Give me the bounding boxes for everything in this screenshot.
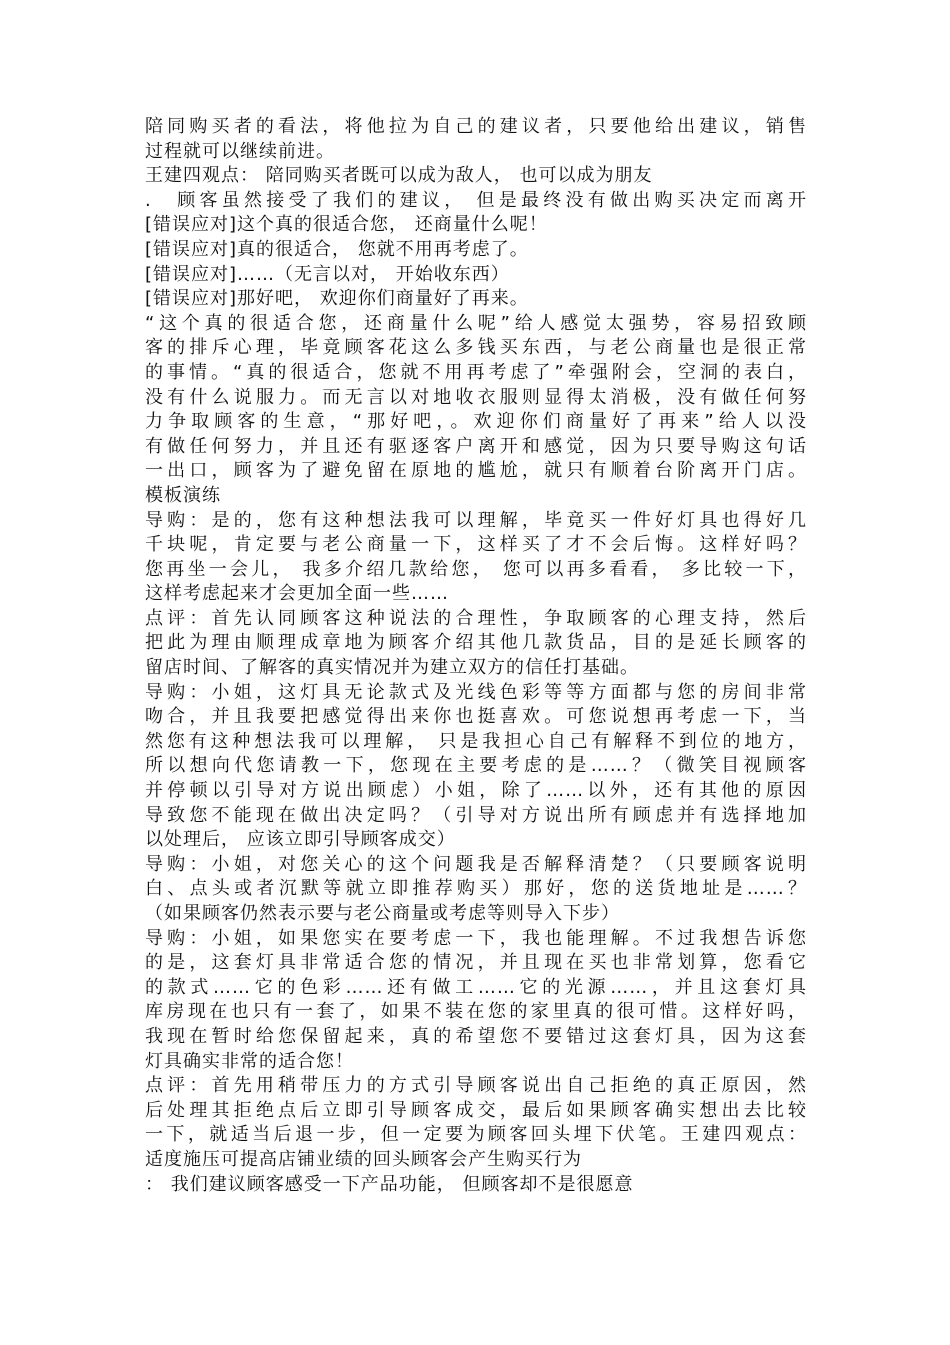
text-line: 的是，这套灯具非常适合您的情况，并且现在买也非常划算，您看它 [145, 952, 807, 974]
text-line: 过程就可以继续前进。 [145, 140, 335, 162]
text-line: 导购：小姐，对您关心的这个问题我是否解释清楚？（只要顾客说明 [145, 853, 807, 875]
text-line: 模板演练 [145, 484, 221, 506]
text-line: [错误应对]那好吧， 欢迎你们商量好了再来。 [145, 288, 529, 310]
text-line: 把此为理由顺理成章地为顾客介绍其他几款货品，目的是延长顾客的 [145, 632, 807, 654]
document-body [145, 115, 807, 1197]
text-line: 留店时间、了解客的真实情况并为建立双方的信任打基础。 [145, 657, 639, 679]
text-line: 千块呢，肯定要与老公商量一下，这样买了才不会后悔。这样好吗？ [145, 534, 807, 556]
text-line: 库房现在也只有一套了，如果不装在您的家里真的很可惜。这样好吗， [145, 1001, 807, 1023]
text-line: 后处理其拒绝点后立即引导顾客成交，最后如果顾客确实想出去比较 [145, 1099, 807, 1121]
text-line: 一下，就适当后退一步，但一定要为顾客回头埋下伏笔。王建四观点： [145, 1124, 807, 1146]
text-line: 以处理后， 应该立即引导顾客成交） [145, 829, 456, 851]
text-line: 并停顿以引导对方说出顾虑）小姐，除了……以外，还有其他的原因 [145, 780, 807, 802]
text-line: 导购：小姐，如果您实在要考虑一下，我也能理解。不过我想告诉您 [145, 927, 807, 949]
text-line: 客的排斥心理，毕竟顾客花这么多钱买东西，与老公商量也是很正常 [145, 337, 807, 359]
text-line: 点评：首先认同顾客这种说法的合理性，争取顾客的心理支持，然后 [145, 607, 807, 629]
text-line: （如果顾客仍然表示要与老公商量或考虑等则导入下步） [145, 903, 620, 924]
text-line: 然您有这种想法我可以理解， 只是我担心自己有解释不到位的地方， [145, 730, 807, 752]
text-line: 陪同购买者的看法，将他拉为自己的建议者，只要他给出建议，销售 [145, 116, 807, 137]
text-line: . 顾客虽然接受了我们的建议， 但是最终没有做出购买决定而离开 [145, 189, 807, 211]
text-line: 点评：首先用稍带压力的方式引导顾客说出自己拒绝的真正原因，然 [145, 1075, 807, 1097]
text-line: 的事情。“真的很适合，您就不用再考虑了”牵强附会，空洞的表白， [145, 361, 807, 383]
text-line: 白、点头或者沉默等就立即推荐购买）那好，您的送货地址是……？ [145, 878, 807, 900]
text-line: 力争取顾客的生意，“那好吧，。欢迎你们商量好了再来”给人以没 [145, 411, 807, 433]
text-line: 导购：是的，您有这种想法我可以理解，毕竟买一件好灯具也得好几 [145, 509, 807, 531]
text-line: [错误应对]这个真的很适合您， 还商量什么呢！ [145, 214, 548, 236]
text-line: ： 我们建议顾客感受一下产品功能， 但顾客却不是很愿意 [145, 1173, 634, 1195]
text-line: 我现在暂时给您保留起来，真的希望您不要错过这套灯具，因为这套 [145, 1025, 807, 1047]
text-line: “这个真的很适合您，还商量什么呢”给人感觉太强势，容易招致顾 [145, 312, 807, 334]
text-line: 的款式……它的色彩……还有做工……它的光源……，并且这套灯具 [145, 976, 807, 998]
text-line: 您再坐一会儿， 我多介绍几款给您， 您可以再多看看， 多比较一下， [145, 558, 807, 580]
text-line: 没有什么说服力。而无言以对地收衣服则显得太消极，没有做任何努 [145, 386, 807, 408]
text-line: 有做任何努力，并且还有驱逐客户离开和感觉，因为只要导购这句话 [145, 435, 807, 457]
text-line: 王建四观点： 陪同购买者既可以成为敌人， 也可以成为朋友 [145, 165, 653, 187]
text-line: 灯具确实非常的适合您！ [145, 1050, 354, 1072]
text-line: [错误应对]……（无言以对， 开始收东西） [145, 263, 510, 285]
text-line: 这样考虑起来才会更加全面一些…… [145, 583, 449, 605]
text-line: 适度施压可提高店铺业绩的回头顾客会产生购买行为 [145, 1148, 582, 1170]
text-line: 导购：小姐，这灯具无论款式及光线色彩等等方面都与您的房间非常 [145, 681, 807, 703]
text-line: 导致您不能现在做出决定吗？（引导对方说出所有顾虑并有选择地加 [145, 804, 807, 826]
text-line: 所以想向代您请教一下，您现在主要考虑的是……？（微笑目视顾客 [145, 755, 807, 777]
text-line: [错误应对]真的很适合， 您就不用再考虑了。 [145, 238, 529, 260]
text-line: 吻合，并且我要把感觉得出来你也挺喜欢。可您说想再考虑一下，当 [145, 706, 807, 728]
text-line: 一出口，顾客为了避免留在原地的尴尬，就只有顺着台阶离开门店。 [145, 460, 807, 482]
